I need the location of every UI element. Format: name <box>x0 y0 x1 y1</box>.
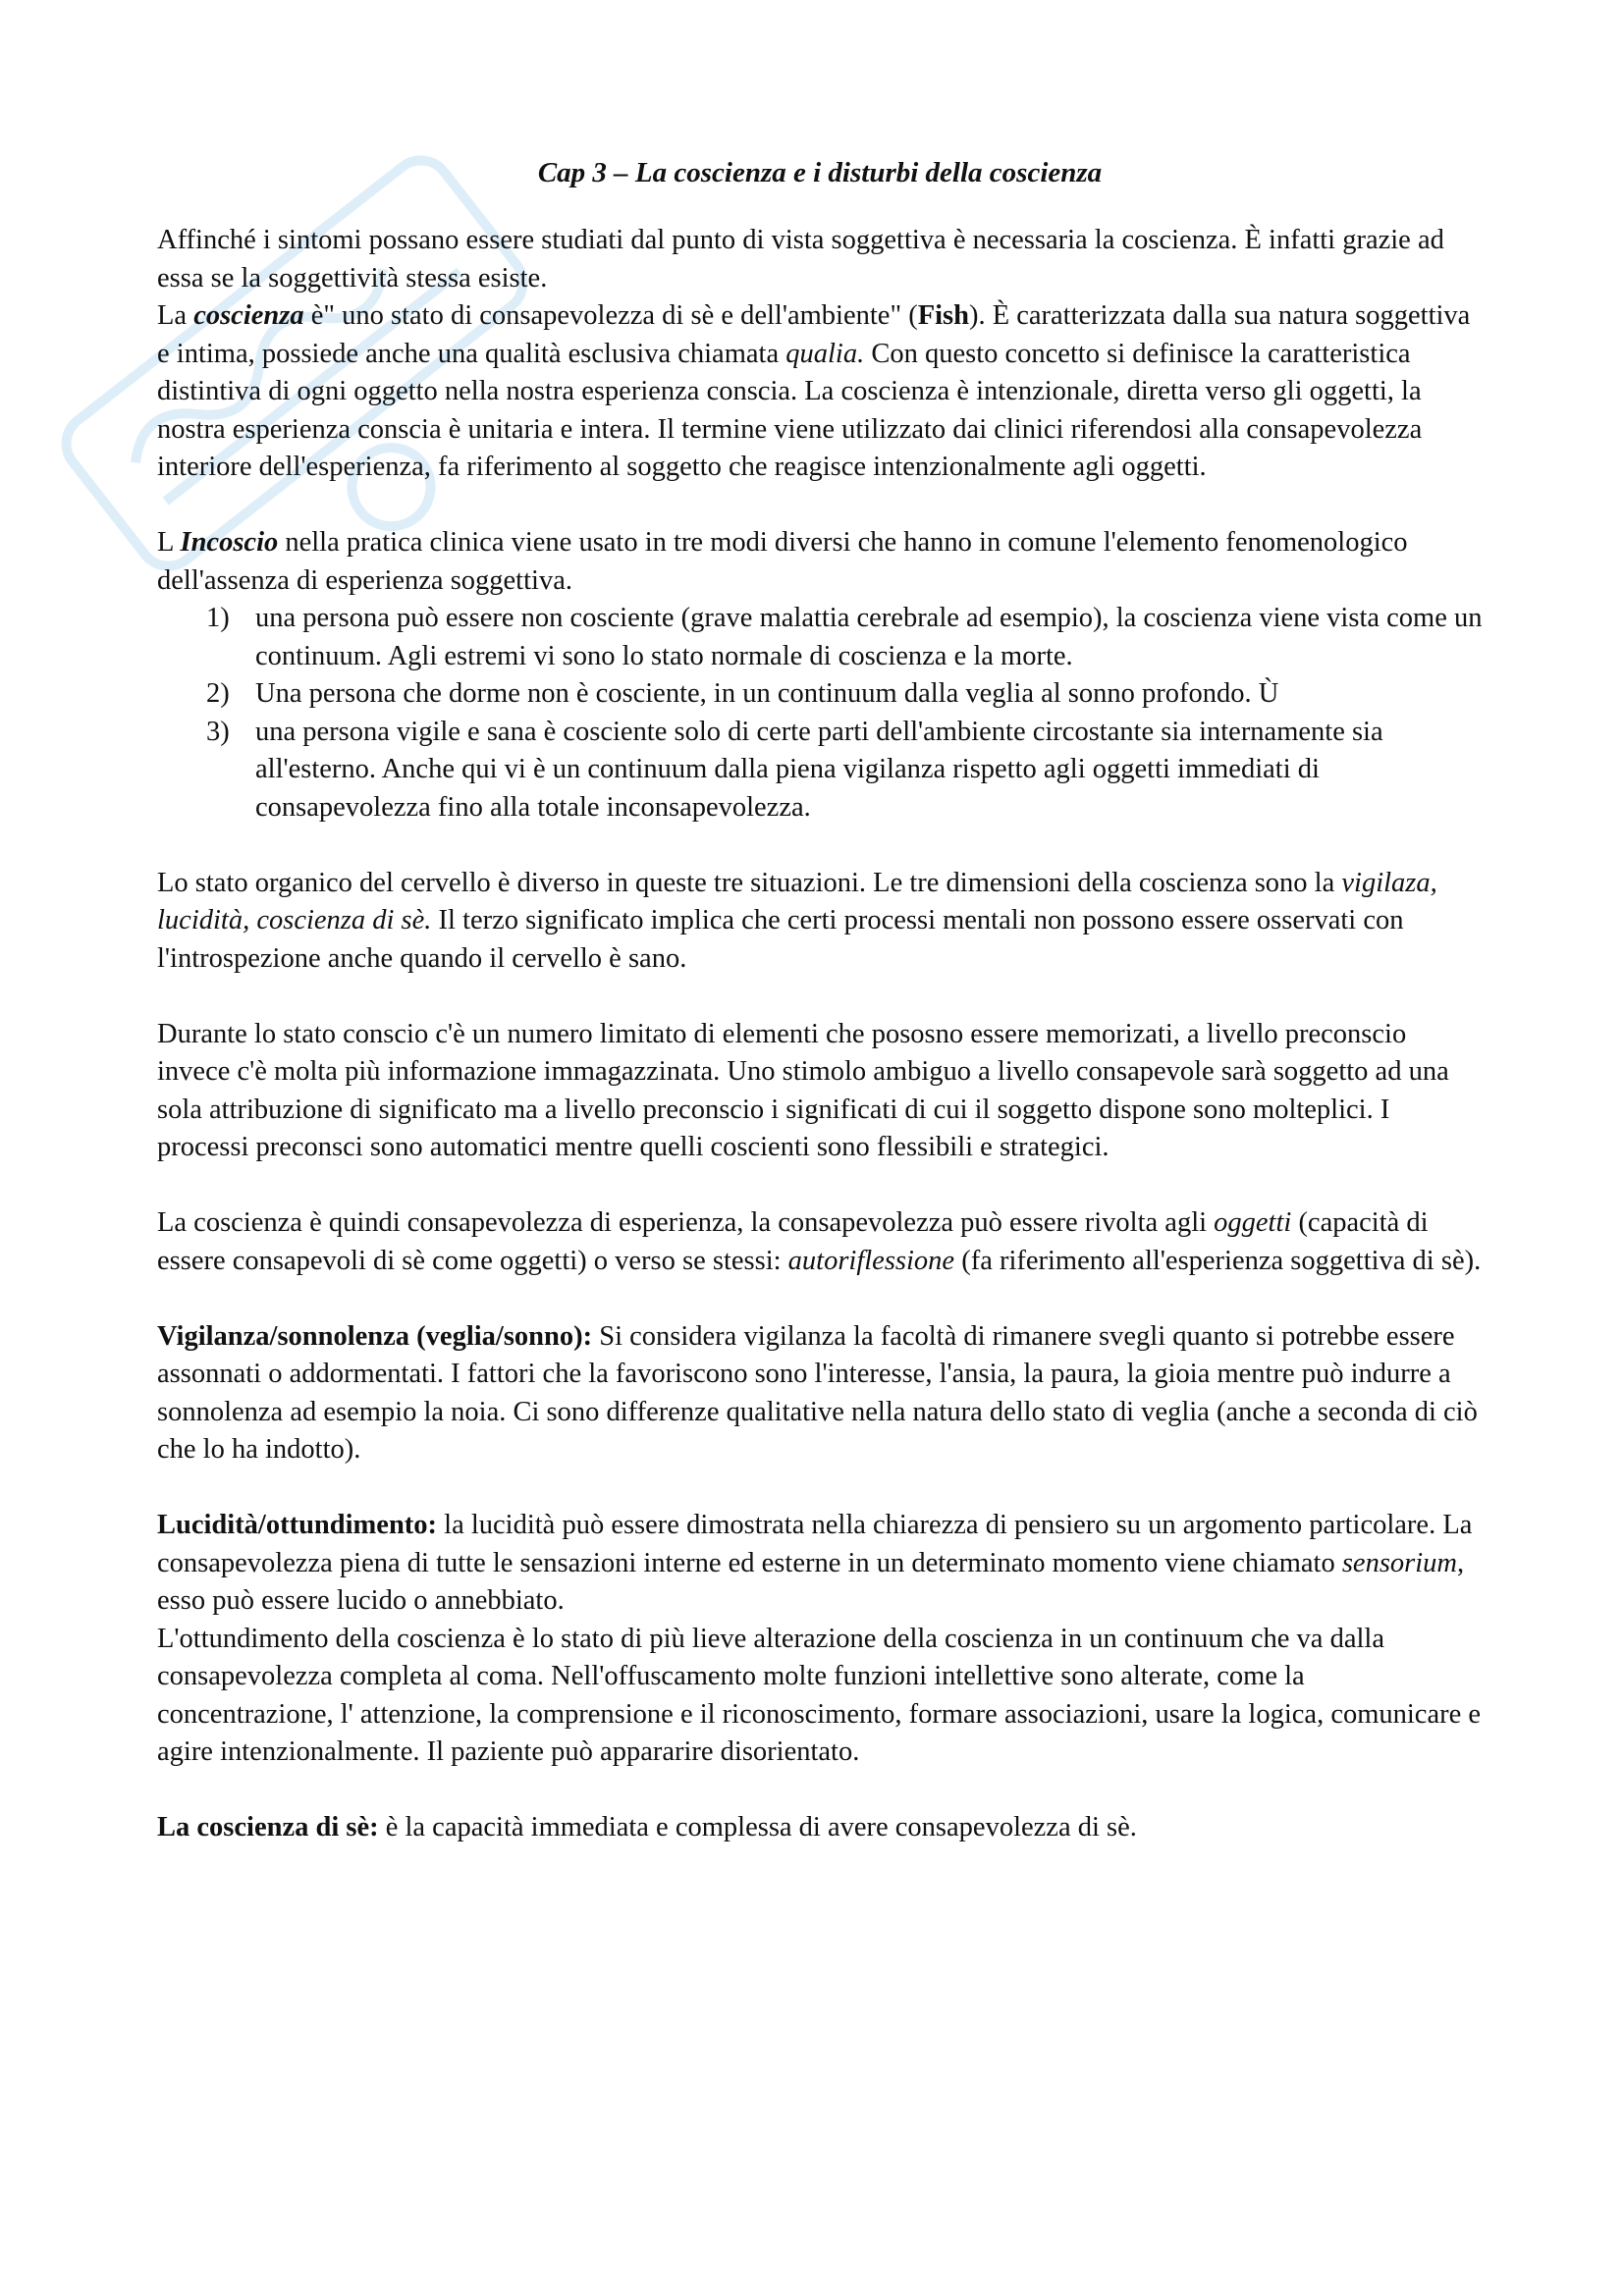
vigilanza-paragraph <box>157 1318 1483 1469</box>
dimensions-paragraph <box>157 865 1483 979</box>
list-item <box>157 675 1483 714</box>
list-text: Una persona che dorme non è cosciente, in un continuum dalla veglia al sonno profondo. Ù <box>255 678 1279 709</box>
text-run: La coscienza è quindi consapevolezza di esperienza, la consapevolezza può essere rivolta agli <box>157 1207 1215 1238</box>
intro-paragraph: Affinché i sintomi possano essere studiati dal punto di vista soggettiva è necessaria la coscienza. È infatti grazie ad essa se la soggettività stessa esiste. <box>157 225 1444 294</box>
list-number: 1) <box>206 603 230 633</box>
list-item <box>157 600 1483 675</box>
ottundimento-paragraph: L'ottundimento della coscienza è lo stato di più lieve alterazione della coscienza in un continuum che va dalla consapevolezza completa al coma. Nell'offuscamento molte funzioni intellettive sono alterate, come la concentrazione, l' attenzione, la comprensione e il riconoscimento, formare associazioni, usare la logica, comunicare e agire intenzionalmente. Il paziente può appararire disorientato. <box>157 1623 1482 1767</box>
text-run: Con questo concetto si definisce la caratteristica distintiva di ogni oggetto nella nostra esperienza conscia. La coscienza è intenzionale, diretta verso gli oggetti, la nostra esperienza conscia è unitaria e intera. Il termine viene utilizzato dai clinici riferendosi alla consapevolezza interiore dell'esperienza, fa riferimento al soggetto che reagisce intenzionalmente agli oggetti. <box>157 338 1423 482</box>
term-oggetti: oggetti <box>1214 1207 1292 1238</box>
list-text: una persona vigile e sana è cosciente solo di certe parti dell'ambiente circostante sia internamente sia all'esterno. Anche qui vi è un continuum dalla piena vigilanza rispetto agli oggetti immediati di consapevolezza fino alla totale inconsapevolezza. <box>255 716 1383 823</box>
term-sensorium: sensorium <box>1341 1547 1458 1578</box>
term-qualia: qualia. <box>785 338 865 369</box>
text-run: la lucidità può essere dimostrata nella chiarezza di pensiero su un argomento particolare. La consapevolezza piena di tutte le sensazioni interne ed esterne in un determinato momento viene chiamato <box>157 1510 1473 1578</box>
term-coscienza: coscienza <box>193 300 304 331</box>
text-run: , esso può essere lucido o annebbiato. <box>157 1547 1465 1616</box>
text-run: ). È caratterizzata dalla sua natura soggettiva e intima, possiede anche una qualità esclusiva chiamata <box>157 300 1471 369</box>
text-run: (fa riferimento all'esperienza soggettiva di sè). <box>954 1245 1482 1276</box>
text-run: Si considera vigilanza la facoltà di rimanere svegli quanto si potrebbe essere assonnati o addormentati. I fattori che la favoriscono sono l'interesse, l'ansia, la paura, la gioia mentre può indurre a sonnolenza ad esempio la noia. Ci sono differenze qualitative nella natura dello stato di veglia (anche a seconda di ciò che lo ha indotto). <box>157 1320 1478 1465</box>
document-body <box>157 153 1483 1885</box>
numbered-list <box>157 600 1483 827</box>
list-item <box>157 714 1483 828</box>
coscienza-di-se-paragraph <box>157 1809 1483 1847</box>
text-run: Lo stato organico del cervello è diverso in queste tre situazioni. Le tre dimensioni della coscienza sono la <box>157 867 1342 898</box>
author-fish: Fish <box>917 300 969 331</box>
text-run: L <box>157 527 181 558</box>
list-text: una persona può essere non cosciente (grave malattia cerebrale ad esempio), la coscienza viene vista come un continuum. Agli estremi vi sono lo stato normale di coscienza e la morte. <box>255 603 1483 671</box>
preconscious-paragraph: Durante lo stato conscio c'è un numero limitato di elementi che pososno essere memorizati, a livello preconscio invece c'è molta più informazione immagazzinata. Uno stimolo ambiguo a livello consapevole sarà soggetto ad una sola attribuzione di significato ma a livello preconscio i significati di cui il soggetto dispone sono molteplici. I processi preconsci sono automatici mentre quelli coscienti sono flessibili e strategici. <box>157 1018 1449 1162</box>
section-heading: Lucidità/ottundimento: <box>157 1510 438 1540</box>
text-run: La <box>157 300 194 331</box>
section-heading: Vigilanza/sonnolenza (veglia/sonno): <box>157 1320 593 1352</box>
list-number: 2) <box>206 678 230 709</box>
text-run: Il terzo significato implica che certi processi mentali non possono essere osservati con l'introspezione anche quando il cervello è sano. <box>157 905 1404 974</box>
term-incoscio: Incoscio <box>180 527 279 558</box>
text-run: (capacità di essere consapevoli di sè come oggetti) o verso se stessi: <box>157 1207 1429 1276</box>
text-run: è la capacità immediata e complessa di avere consapevolezza di sè. <box>378 1812 1137 1842</box>
lucidita-paragraph <box>157 1507 1483 1621</box>
dimensions-list: vigilaza, lucidità, coscienza di sè. <box>157 867 1437 935</box>
list-number: 3) <box>206 716 230 747</box>
section-heading: La coscienza di sè: <box>157 1812 379 1842</box>
chapter-title: Cap 3 – La coscienza e i disturbi della coscienza <box>537 157 1103 188</box>
term-autoriflessione: autoriflessione <box>787 1245 955 1276</box>
definition-paragraph <box>157 297 1483 487</box>
awareness-paragraph <box>157 1204 1483 1280</box>
incoscio-paragraph <box>157 524 1483 600</box>
text-run: è" uno stato di consapevolezza di sè e dell'ambiente" ( <box>303 300 918 331</box>
text-run: nella pratica clinica viene usato in tre modi diversi che hanno in comune l'elemento fenomenologico dell'assenza di esperienza soggettiva. <box>157 527 1408 596</box>
